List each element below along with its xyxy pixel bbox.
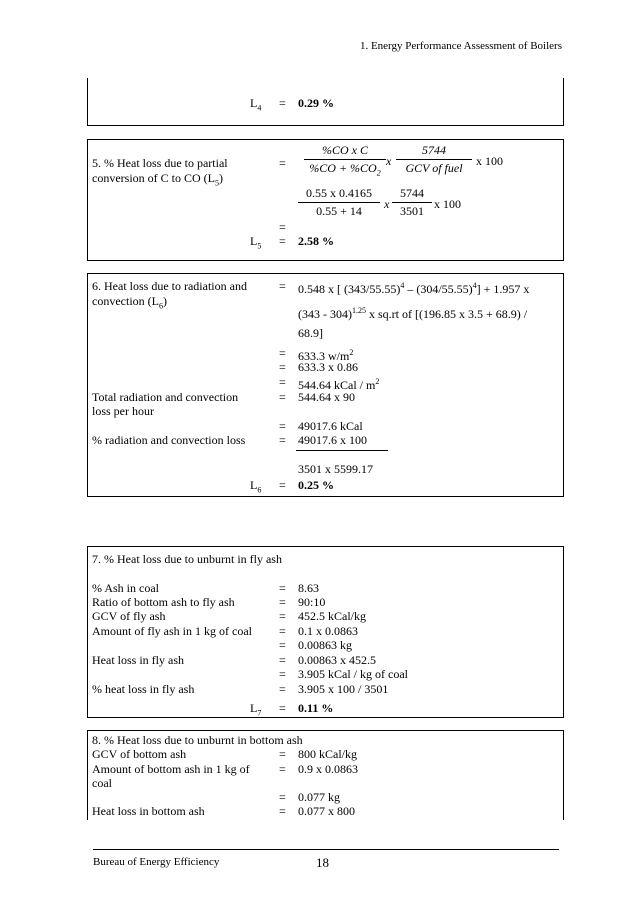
sec6-v3: 544.64 kCal / $m^2$ [298,377,380,392]
sec6-total-label1: Total radiation and convection [92,390,239,404]
sec8-r2-eq: = [279,762,286,776]
l6-equals: = [279,478,286,492]
sec7-row-equals: = [279,624,286,638]
sec8-r1-eq: = [279,747,286,761]
section-8-box [87,730,564,820]
sec6-v6-num: 49017.6 x 100 [298,433,367,447]
sec7-row-value: 3.905 kCal / kg of coal [298,667,408,681]
sec6-total-label2: loss per hour [92,404,154,418]
section-7-box [87,546,564,718]
sec7-row-label: % Ash in coal [92,581,159,595]
sec6-title-line1: 6. Heat loss due to radiation and [92,279,247,293]
sec7-row-label: GCV of fly ash [92,609,166,623]
sec8-r1-value: 800 kCal/kg [298,747,357,761]
sec6-v1: 633.3 $w/m^2$ [298,348,354,363]
sec7-row-value: 3.905 x 100 / 3501 [298,682,389,696]
l7-value: 0.11 % [298,701,334,715]
sec7-row-label: Ratio of bottom ash to fly ash [92,595,235,609]
sec5-fraction-values-2: 5744 3501 [392,186,432,219]
sec5-times-2: x [384,197,390,211]
sec5-fraction-gcv: 5744 GCV of fuel [396,143,472,176]
l4-equals: = [279,96,286,110]
sec7-row-equals: = [279,638,286,652]
section-5-box [87,139,564,261]
sec5-title-line2: conversion of C to CO $(L_5)$ [92,171,223,188]
sec6-eq-v4: = [279,390,286,404]
sec6-eq-v6: = [279,433,286,447]
sec8-r3-eq: = [279,790,286,804]
l6-label: $L_6$ [250,478,262,495]
sec6-formula-line2: (343 - 304)$^{1.25}$ x sq.rt of [(196.85 x 3.5 + 68.9) / [298,306,528,321]
l5-label: $L_5$ [250,234,262,251]
sec6-v6-den: 3501 x 5599.17 [298,462,373,476]
sec8-r3-value: 0.077 kg [298,790,340,804]
footer-org: Bureau of Energy Efficiency [93,856,220,868]
sec6-eq-v1: = [279,346,286,360]
sec5-x100-1: x 100 [476,154,503,168]
l7-equals: = [279,701,286,715]
sec5-equals-2: = [279,220,286,234]
sec7-row-label: % heat loss in fly ash [92,682,195,696]
sec7-row-equals: = [279,595,286,609]
sec6-eq-v5: = [279,419,286,433]
footer-rule [93,849,559,850]
sec6-formula-line1: 0.548 x [ $(343/55.55)^4 - (304/55.55)^4] + 1.957$ x [298,281,530,296]
sec6-v6-bar [296,450,388,451]
sec6-v5: 49017.6 kCal [298,419,363,433]
running-header: 1. Energy Performance Assessment of Boilers [359,40,562,52]
l4-value: 0.29 % [298,96,334,110]
l5-equals: = [279,234,286,248]
sec8-r4-eq: = [279,804,286,818]
sec8-r2-label1: Amount of bottom ash in 1 kg of [92,762,250,776]
sec7-title: 7. % Heat loss due to unburnt in fly ash [92,552,282,566]
sec7-row-equals: = [279,653,286,667]
sec6-title-line2: convection $(L_6)$ [92,294,167,311]
sec7-row-value: 8.63 [298,581,319,595]
sec6-v4: 544.64 x 90 [298,390,355,404]
sec7-row-equals: = [279,581,286,595]
sec7-row-value: 0.1 x 0.0863 [298,624,358,638]
sec6-eq-v3: = [279,375,286,389]
sec7-row-value: 0.00863 x 452.5 [298,653,376,667]
sec7-row-label: Amount of fly ash in 1 kg of coal [92,624,252,638]
section-6-box [87,273,564,497]
sec5-equals-1: = [279,156,286,170]
sec7-row-equals: = [279,609,286,623]
sec7-row-value: 452.5 kCal/kg [298,609,366,623]
page-number: 18 [316,855,329,870]
sec8-r2-label2: coal [92,776,112,790]
sec8-r1-label: GCV of bottom ash [92,747,187,761]
sec8-title: 8. % Heat loss due to unburnt in bottom ash [92,733,303,747]
sec7-row-value: 90:10 [298,595,326,609]
sec7-row-value: 0.00863 kg [298,638,352,652]
sec7-row-equals: = [279,667,286,681]
sec7-row-label: Heat loss in fly ash [92,653,184,667]
section-4-box [87,78,564,126]
l7-label: $L_7$ [250,701,262,718]
sec6-eq-v2: = [279,360,286,374]
sec8-r4-label: Heat loss in bottom ash [92,804,205,818]
sec5-times-1: x [386,154,392,168]
sec6-v2: 633.3 x 0.86 [298,360,358,374]
sec6-pct-label: % radiation and convection loss [92,433,246,447]
l4-label: $L_4$ [250,96,262,113]
l6-value: 0.25 % [298,478,334,492]
l5-value: 2.58 % [298,234,334,248]
sec8-r2-value: 0.9 x 0.0863 [298,762,358,776]
sec8-r4-value: 0.077 x 800 [298,804,355,818]
sec5-title-line1: 5. % Heat loss due to partial [92,156,228,170]
sec5-x100-2: x 100 [434,197,461,211]
sec5-fraction-values: 0.55 x 0.4165 0.55 + 14 [298,186,380,219]
sec6-eq-formula: = [279,279,286,293]
sec5-fraction-co: %CO x C $\%CO + \%CO_2$ [304,143,386,177]
sec6-formula-line3: 68.9] [298,326,323,340]
sec7-row-equals: = [279,682,286,696]
